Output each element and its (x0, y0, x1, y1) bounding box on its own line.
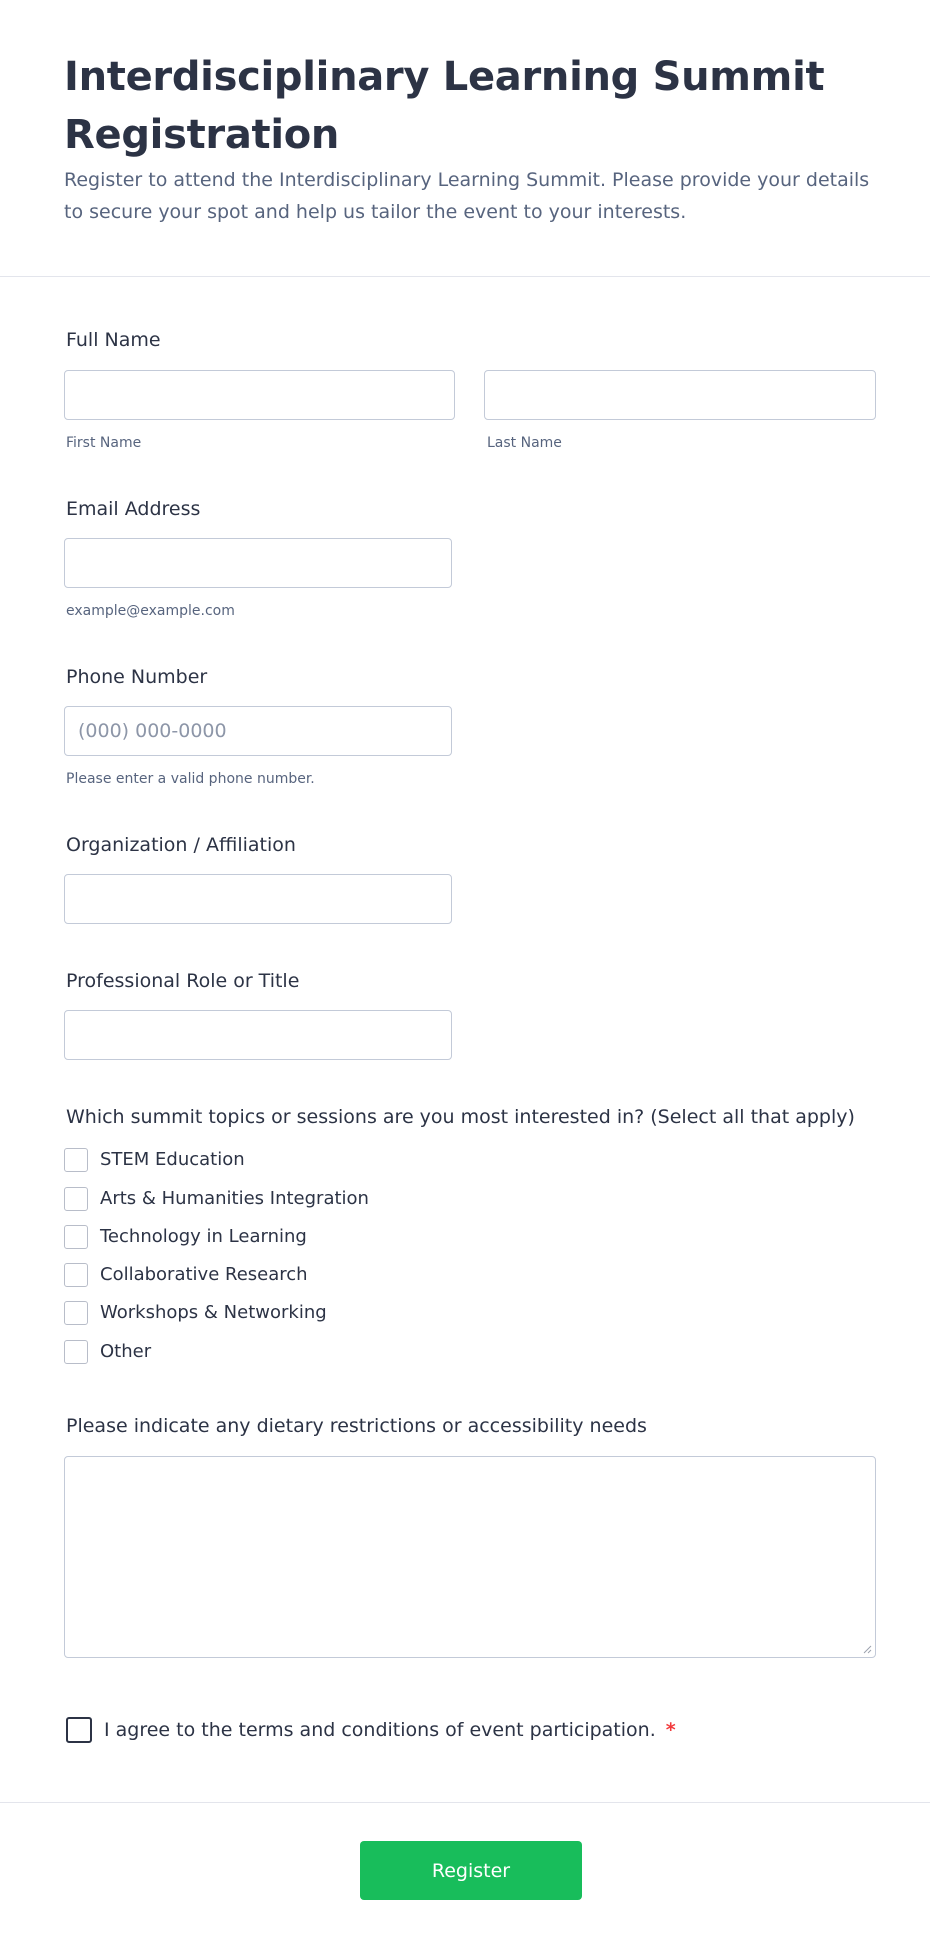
required-asterisk: * (665, 1719, 676, 1741)
resize-handle-icon[interactable] (862, 1644, 872, 1654)
organization-label: Organization / Affiliation (66, 834, 296, 856)
role-input[interactable] (64, 1010, 452, 1060)
checkbox[interactable] (64, 1187, 88, 1211)
checkbox[interactable] (64, 1340, 88, 1364)
checkbox[interactable] (64, 1263, 88, 1287)
topic-option-research[interactable] (64, 1262, 308, 1288)
dietary-label: Please indicate any dietary restrictions or accessibility needs (66, 1415, 647, 1437)
footer-divider (0, 1802, 930, 1803)
first-name-sublabel: First Name (66, 435, 142, 451)
topic-option-label: Other (100, 1341, 152, 1362)
topics-label: Which summit topics or sessions are you most interested in? (Select all that apply) (66, 1106, 855, 1128)
checkbox[interactable] (64, 1225, 88, 1249)
topic-option-label: Arts & Humanities Integration (100, 1188, 369, 1209)
dietary-textarea[interactable] (64, 1456, 876, 1658)
role-label: Professional Role or Title (66, 970, 300, 992)
register-button[interactable]: Register (360, 1841, 582, 1900)
phone-label: Phone Number (66, 666, 208, 688)
topic-option-technology[interactable] (64, 1224, 307, 1250)
last-name-sublabel: Last Name (487, 435, 562, 451)
topic-option-other[interactable] (64, 1339, 151, 1365)
topic-option-label: Technology in Learning (100, 1226, 307, 1247)
topic-option-label: Workshops & Networking (100, 1302, 327, 1323)
terms-label: I agree to the terms and conditions of event participation. (104, 1719, 656, 1741)
terms-agreement[interactable] (66, 1716, 676, 1744)
topic-option-arts[interactable] (64, 1186, 369, 1212)
full-name-label: Full Name (66, 329, 161, 351)
email-sublabel: example@example.com (66, 603, 235, 619)
phone-sublabel: Please enter a valid phone number. (66, 771, 315, 787)
checkbox[interactable] (64, 1301, 88, 1325)
phone-input[interactable] (64, 706, 452, 756)
topic-option-workshops[interactable] (64, 1300, 327, 1326)
first-name-input[interactable] (64, 370, 455, 420)
page-subtitle: Register to attend the Interdisciplinary Learning Summit. Please provide your details to secure your spot and help us tailor the event to your interests. (64, 169, 870, 223)
topic-option-label: STEM Education (100, 1149, 245, 1170)
terms-checkbox[interactable] (66, 1717, 92, 1743)
topic-option-label: Collaborative Research (100, 1264, 308, 1285)
email-input[interactable] (64, 538, 452, 588)
topic-option-stem[interactable] (64, 1147, 245, 1173)
email-label: Email Address (66, 498, 201, 520)
organization-input[interactable] (64, 874, 452, 924)
page-title: Interdisciplinary Learning Summit Registration (64, 54, 825, 158)
form-header (0, 0, 930, 277)
last-name-input[interactable] (484, 370, 876, 420)
checkbox[interactable] (64, 1148, 88, 1172)
